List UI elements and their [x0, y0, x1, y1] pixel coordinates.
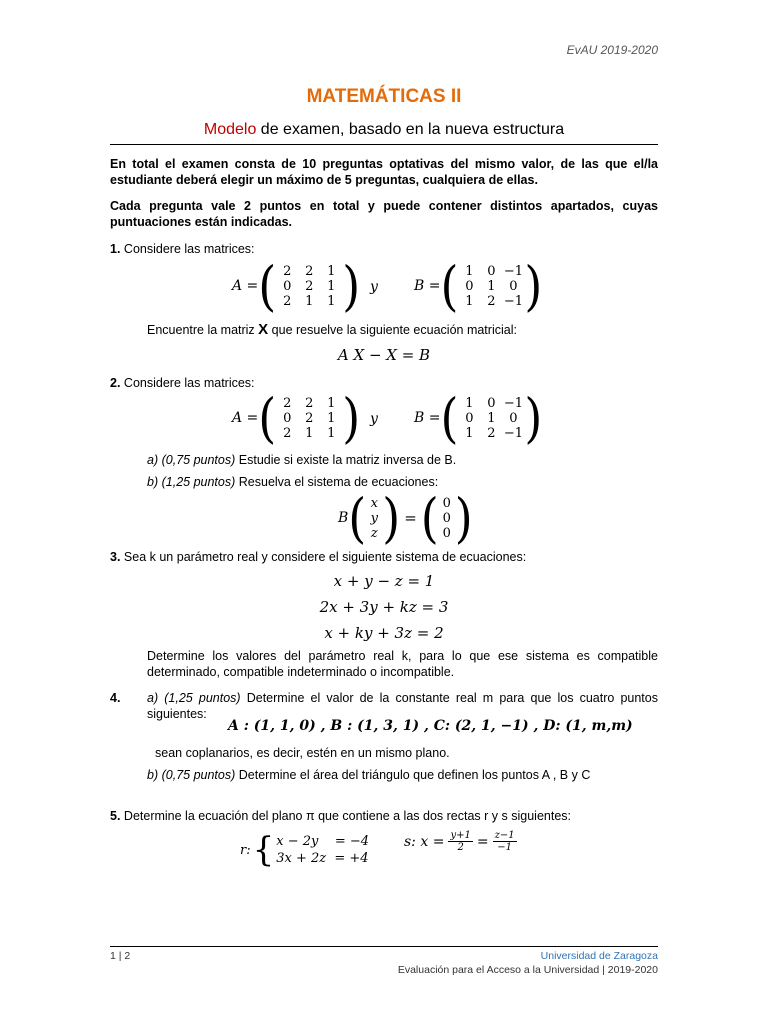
q1-matrix-A — [232, 254, 361, 318]
matrix-cell: 0 — [509, 410, 518, 426]
left-paren: ( — [258, 254, 277, 318]
matrix-a-label: A = — [232, 410, 259, 426]
matrix-cell: 0 — [487, 263, 496, 279]
matrix-cell: 2 — [283, 395, 292, 411]
q5-r-system — [276, 833, 369, 867]
matrix-cell: 1 — [465, 263, 474, 279]
q4-number: 4. — [110, 691, 121, 705]
q5-r-eq-2: 3x + 2z = +4 — [276, 851, 369, 866]
matrix-cell: 1 — [305, 425, 314, 441]
q1-task-x: X — [258, 321, 269, 338]
q2-b-label: b) — [147, 475, 159, 489]
left-brace: { — [252, 830, 275, 870]
q2-matrix-B — [414, 386, 543, 450]
matrix-cell: −1 — [503, 425, 523, 441]
q2-matrix-A — [232, 386, 361, 450]
matrix-cell: 1 — [465, 293, 474, 309]
vector-cell: 0 — [442, 495, 451, 511]
q2-b-points: (1,25 puntos) — [161, 475, 236, 489]
q3-intro-text: Sea k un parámetro real y considere el siguiente sistema de ecuaciones: — [123, 550, 527, 564]
matrix-a-grid — [276, 264, 342, 309]
q4-b-text: Determine el área del triángulo que definen los puntos A , B y C — [238, 768, 591, 782]
matrix-cell: 1 — [327, 425, 336, 441]
q2-number: 2. — [110, 376, 121, 390]
q5-r-label: r: — [240, 842, 251, 858]
q1-intro — [110, 241, 255, 257]
matrix-cell: 1 — [327, 263, 336, 279]
q5-text: Determine la ecuación del plano π que contiene a las dos rectas r y s siguientes: — [123, 809, 571, 823]
matrix-cell: 2 — [487, 293, 496, 309]
matrix-cell: 0 — [465, 410, 474, 426]
matrix-b-label: B = — [414, 410, 441, 426]
q2-and: y — [370, 411, 378, 427]
left-paren: ( — [440, 386, 459, 450]
matrix-cell: −1 — [503, 395, 523, 411]
matrix-cell: 2 — [283, 263, 292, 279]
matrix-cell: 1 — [465, 425, 474, 441]
vector-cell: z — [370, 525, 378, 541]
q3-equation-2: 2x + 3y + kz = 3 — [319, 598, 449, 616]
q4-b-label: b) — [147, 768, 159, 782]
q2-part-a — [147, 452, 456, 468]
matrix-cell: 1 — [327, 410, 336, 426]
q4-part-b — [147, 767, 590, 783]
q2-lhs: B — [338, 510, 349, 526]
q5-intro — [110, 808, 571, 824]
q4-a-label: a) — [147, 691, 159, 705]
equals-sign: = — [476, 833, 489, 850]
fraction-numerator: z−1 — [494, 830, 515, 841]
matrix-cell: 1 — [327, 395, 336, 411]
matrix-cell: 2 — [305, 278, 314, 294]
vector-cell: x — [370, 495, 378, 511]
q5-r-eq-1: x − 2y = −4 — [276, 834, 370, 849]
footer-divider — [110, 946, 658, 947]
fraction-denominator: 2 — [457, 842, 464, 853]
q2-b-text: Resuelva el sistema de ecuaciones: — [238, 475, 439, 489]
matrix-cell: 2 — [305, 395, 314, 411]
matrix-cell: 2 — [487, 425, 496, 441]
q4-a-text: Determine el valor de la constante real m para que los cuatro puntos siguientes: — [147, 691, 658, 721]
university-name: Universidad de Zaragoza — [540, 950, 658, 962]
right-paren: ) — [342, 386, 361, 450]
intro-paragraph-2: Cada pregunta vale 2 puntos en total y puede contener distintos apartados, cuyas puntuaciones están indicadas. — [110, 199, 658, 229]
q5-line-s — [404, 830, 521, 853]
matrix-cell: 1 — [305, 293, 314, 309]
q2-a-text: Estudie si existe la matriz inversa de B. — [238, 453, 457, 467]
matrix-a-grid — [276, 396, 342, 441]
matrix-cell: 1 — [327, 278, 336, 294]
q5-number: 5. — [110, 809, 121, 823]
matrix-cell: 1 — [465, 395, 474, 411]
q5-line-r — [240, 830, 369, 870]
matrix-cell: 2 — [305, 263, 314, 279]
matrix-cell: 2 — [283, 425, 292, 441]
right-paren: ) — [524, 254, 543, 318]
vector-cell: 0 — [442, 525, 451, 541]
vector-cell: 0 — [442, 510, 451, 526]
page-title: MATEMÁTICAS II — [306, 86, 462, 107]
matrix-cell: 1 — [327, 293, 336, 309]
fraction-numerator: y+1 — [450, 830, 471, 841]
q4-a-points: (1,25 puntos) — [164, 691, 241, 705]
q1-equation: A X − X = B — [337, 346, 431, 364]
q2-intro — [110, 375, 255, 391]
q1-intro-text: Considere las matrices: — [123, 242, 255, 256]
matrix-b-label: B = — [414, 278, 441, 294]
right-paren: ) — [524, 386, 543, 450]
subtitle-accent: Modelo — [203, 121, 257, 138]
q5-fraction-2 — [493, 830, 517, 853]
matrix-cell: 2 — [283, 293, 292, 309]
subtitle-rest: de examen, basado en la nueva estructura — [256, 121, 565, 138]
left-paren: ( — [348, 486, 367, 550]
q2-system — [338, 486, 473, 550]
q4-b-points: (0,75 puntos) — [161, 768, 236, 782]
matrix-cell: 0 — [283, 278, 292, 294]
q2-a-points: (0,75 puntos) — [161, 453, 236, 467]
left-paren: ( — [440, 254, 459, 318]
matrix-cell: 0 — [465, 278, 474, 294]
q2-vars — [366, 496, 382, 541]
q1-matrix-B — [414, 254, 543, 318]
intro-paragraph-1: En total el examen consta de 10 preguntas optativas del mismo valor, de las que el/la estudiante deberá elegir un máximo de 5 preguntas, cualquiera de ellas. — [110, 157, 658, 187]
q1-number: 1. — [110, 242, 121, 256]
matrix-cell: −1 — [503, 263, 523, 279]
matrix-b-grid — [458, 396, 524, 441]
vector-cell: y — [370, 510, 378, 526]
q3-task: Determine los valores del parámetro real k, para lo que ese sistema es compatible determinado, compatible indeterminado o incompatible. — [147, 649, 658, 679]
title-divider — [110, 144, 658, 145]
q4-points: A : (1, 1, 0) , B : (1, 3, 1) , C: (2, 1, −1) , D: (1, m,m) — [228, 718, 633, 734]
fraction-denominator: −1 — [497, 842, 512, 853]
left-paren: ( — [258, 386, 277, 450]
matrix-cell: 0 — [283, 410, 292, 426]
matrix-cell: −1 — [503, 293, 523, 309]
right-paren: ) — [454, 486, 473, 550]
q3-number: 3. — [110, 550, 121, 564]
right-paren: ) — [342, 254, 361, 318]
page-subtitle — [0, 121, 768, 139]
equals-sign: = — [404, 509, 417, 527]
q2-a-label: a) — [147, 453, 159, 467]
right-paren: ) — [382, 486, 401, 550]
q1-task-before: Encuentre la matriz — [147, 323, 255, 337]
evaluation-label: Evaluación para el Acceso a la Universidad | 2019-2020 — [397, 964, 658, 976]
left-paren: ( — [420, 486, 439, 550]
matrix-b-grid — [458, 264, 524, 309]
q1-task-after: que resuelve la siguiente ecuación matricial: — [271, 323, 517, 337]
matrix-a-label: A = — [232, 278, 259, 294]
exam-tag: EvAU 2019-2020 — [566, 43, 658, 57]
q2-zeros — [439, 496, 455, 541]
matrix-cell: 1 — [487, 278, 496, 294]
q4-coplanar: sean coplanarios, es decir, estén en un mismo plano. — [155, 746, 450, 760]
q1-task — [147, 322, 517, 338]
matrix-cell: 0 — [509, 278, 518, 294]
q2-intro-text: Considere las matrices: — [123, 376, 255, 390]
matrix-cell: 1 — [487, 410, 496, 426]
matrix-cell: 0 — [487, 395, 496, 411]
q3-equation-3: x + ky + 3z = 2 — [324, 624, 444, 642]
q5-s-label: s: x = — [404, 833, 445, 850]
page-number: 1 | 2 — [110, 950, 131, 962]
q5-fraction-1 — [448, 830, 472, 853]
matrix-cell: 2 — [305, 410, 314, 426]
q3-intro — [110, 549, 526, 565]
q1-and: y — [370, 279, 378, 295]
q3-equation-1: x + y − z = 1 — [333, 572, 435, 590]
